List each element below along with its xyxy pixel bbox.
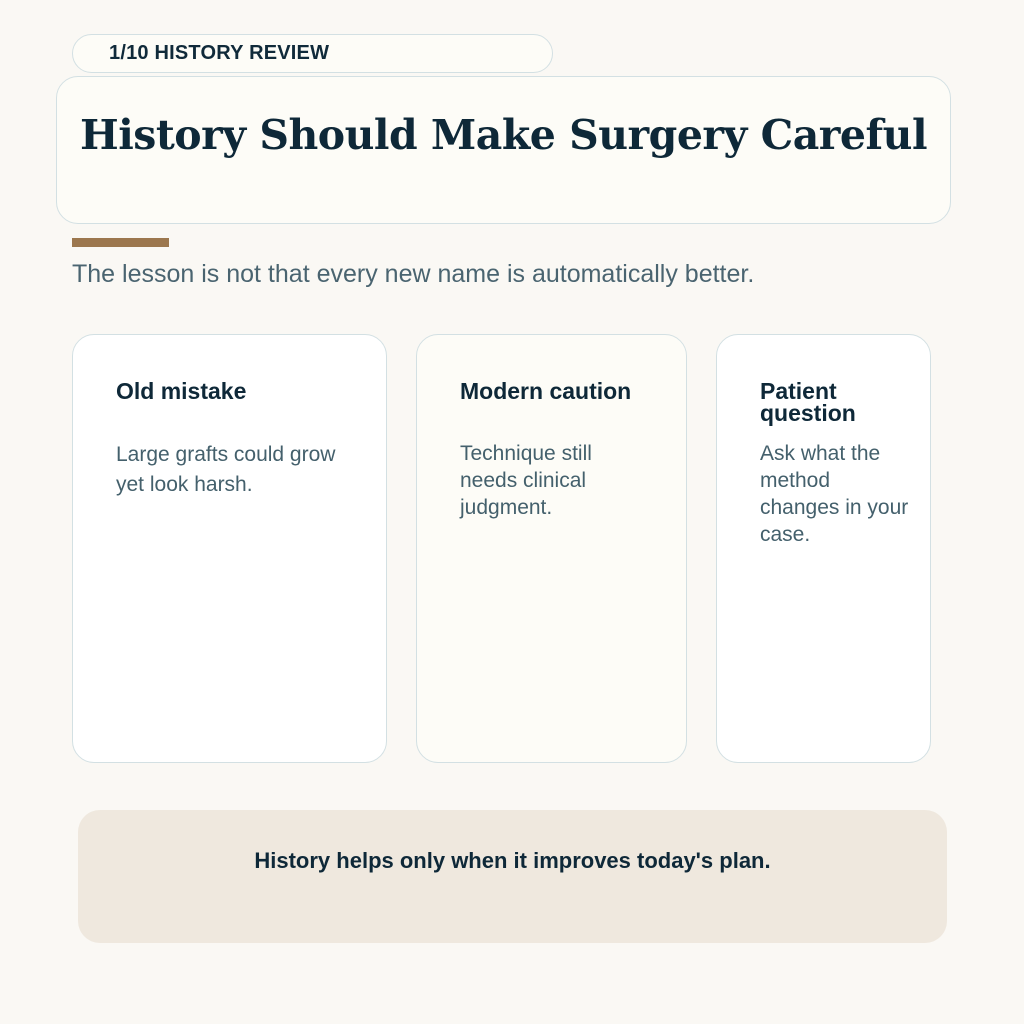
footer-callout	[78, 810, 947, 943]
card-heading: Patient question	[760, 378, 856, 426]
card-old-mistake	[72, 334, 387, 763]
footer-text: History helps only when it improves today's plan.	[254, 848, 771, 873]
card-body: Large grafts could grow yet look harsh.	[116, 443, 336, 496]
card-heading: Old mistake	[116, 378, 247, 404]
title-card	[56, 76, 951, 224]
card-body: Ask what the method changes in your case.	[760, 442, 909, 546]
accent-divider	[72, 238, 169, 247]
card-heading: Modern caution	[460, 378, 632, 404]
card-modern-caution	[416, 334, 687, 763]
slide-counter-tag: 1/10 HISTORY REVIEW	[72, 34, 553, 73]
page-title: History Should Make Surgery Careful	[79, 111, 928, 159]
page-subtitle: The lesson is not that every new name is automatically better.	[72, 260, 755, 288]
card-patient-question	[716, 334, 931, 763]
card-body: Technique still needs clinical judgment.	[460, 442, 592, 519]
